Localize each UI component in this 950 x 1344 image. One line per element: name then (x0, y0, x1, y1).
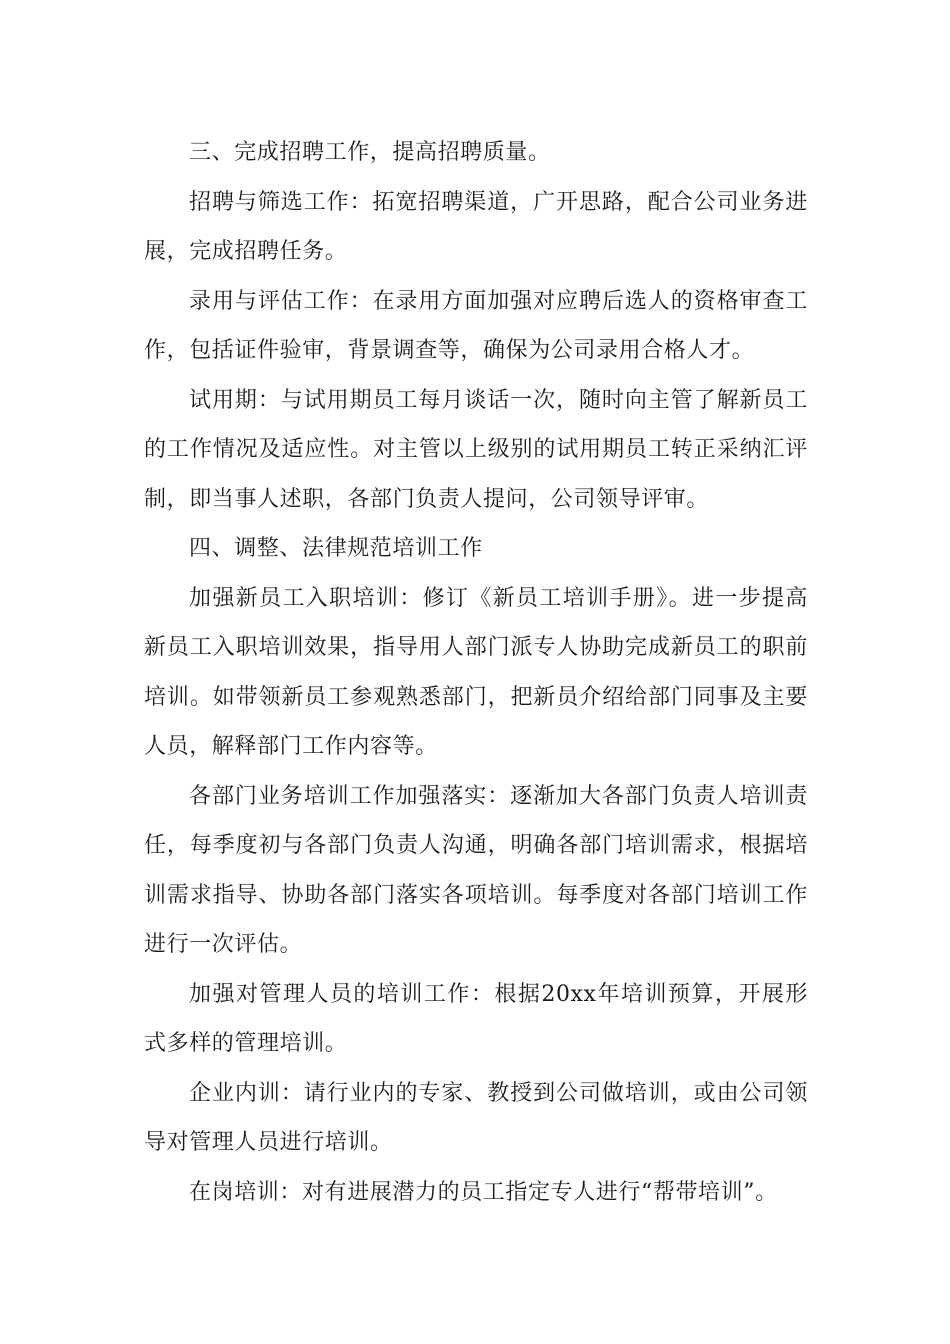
paragraph-management-training: 加强对管理人员的培训工作：根据20xx年培训预算，开展形式多样的管理培训。 (144, 981, 808, 1056)
paragraph-on-the-job-training: 在岗培训：对有进展潜力的员工指定专人进行“帮带培训”。 (189, 1179, 778, 1205)
paragraph-department-training: 各部门业务培训工作加强落实：逐渐加大各部门负责人培训责任，每季度初与各部门负责人沟通，明确各部门培训需求，根据培训需求指导、协助各部门落实各项培训。每季度对各部门培训工作进行一次评估。 (144, 783, 808, 957)
paragraph-internal-training: 企业内训：请行业内的专家、教授到公司做培训，或由公司领导对管理人员进行培训。 (144, 1080, 808, 1155)
section-heading-recruitment: 三、完成招聘工作，提高招聘质量。 (189, 140, 551, 165)
section-heading-training: 四、调整、法律规范培训工作 (189, 536, 483, 561)
document-body (144, 128, 808, 1217)
paragraph-hiring-evaluation: 录用与评估工作：在录用方面加强对应聘后选人的资格审查工作，包括证件验审，背景调查等，确保为公司录用合格人才。 (144, 288, 808, 363)
paragraph-onboarding-training: 加强新员工入职培训：修订《新员工培训手册》。进一步提高新员工入职培训效果，指导用人部门派专人协助完成新员工的职前培训。如带领新员工参观熟悉部门，把新员介绍给部门同事及主要人员，解释部门工作内容等。 (144, 585, 808, 759)
paragraph-recruitment-screening: 招聘与筛选工作：拓宽招聘渠道，广开思路，配合公司业务进展，完成招聘任务。 (144, 189, 808, 264)
paragraph-probation: 试用期：与试用期员工每月谈话一次，随时向主管了解新员工的工作情况及适应性。对主管以上级别的试用期员工转正采纳汇评制，即当事人述职，各部门负责人提问，公司领导评审。 (144, 387, 808, 512)
